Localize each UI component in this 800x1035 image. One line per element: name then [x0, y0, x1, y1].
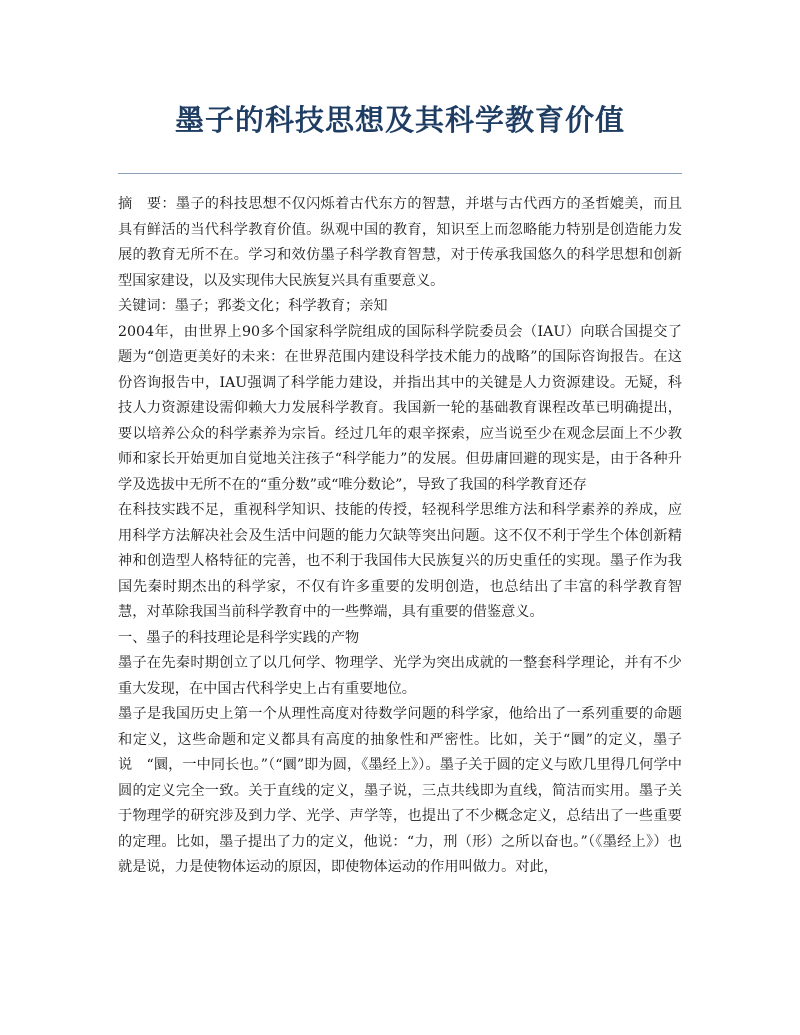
body-paragraph: 墨子在先秦时期创立了以几何学、物理学、光学为突出成就的一整套科学理论，并有不少重大发现，在中国古代科学史上占有重要地位。 [118, 655, 682, 697]
body-paragraph: 在科技实践不足，重视科学知识、技能的传授，轻视科学思维方法和科学素养的养成，应用科学方法解决社会及生活中问题的能力欠缺等突出问题。这不仅不利于学生个体创新精神和创造型人格特征的完善，也不利于我国伟大民族复兴的历史重任的实现。墨子作为我国先秦时期杰出的科学家，不仅有许多重要的发明创造，也总结出了丰富的科学教育智慧，对革除我国当前科学教育中的一些弊端，具有重要的借鉴意义。 [118, 502, 682, 620]
abstract-text: 墨子的科技思想不仅闪烁着古代东方的智慧，并堪与古代西方的圣哲媲美，而且具有鲜活的当代科学教育价值。纵观中国的教育，知识至上而忽略能力特别是创造能力发展的教育无所不在。学习和效仿墨子科学教育智慧，对于传承我国悠久的科学思想和创新型国家建设，以及实现伟大民族复兴具有重要意义。 [118, 196, 682, 289]
keywords-line: 关键词：墨子；郛娄文化；科学教育；亲知 [118, 298, 388, 314]
body-paragraph: 墨子是我国历史上第一个从理性高度对待数学问题的科学家，他给出了一系列重要的命题和定义，这些命题和定义都具有高度的抽象性和严密性。比如，关于“圜”的定义，墨子说 “圜，一中同长也。”（“圜”即为圆，《墨经上》）。墨子关于圆的定义与欧几里得几何学中圆的定义完全一致。关于直线的定义，墨子说，三点共线即为直线，简洁而实用。墨子关于物理学的研究涉及到力学、光学、声学等，也提出了不少概念定义，总结出了一些重要的定理。比如，墨子提出了力的定义，他说：“力，刑（形）之所以奋也。”（《墨经上》）也就是说，力是使物体运动的原因，即使物体运动的作用叫做力。对此， [118, 706, 682, 875]
title-divider [118, 173, 682, 174]
body-paragraph: 2004年，由世界上90多个国家科学院组成的国际科学院委员会（IAU）向联合国提交了题为“创造更美好的未来：在世界范围内建设科学技术能力的战略”的国际咨询报告。在这份咨询报告中，IAU强调了科学能力建设，并指出其中的关键是人力资源建设。无疑，科技人力资源建设需仰赖大力发展科学教育。我国新一轮的基础教育课程改革已明确提出，要以培养公众的科学素养为宗旨。经过几年的艰辛探索，应当说至少在观念层面上不少教师和家长开始更加自觉地关注孩子“科学能力”的发展。但毋庸回避的现实是，由于各种升学及选拔中无所不在的“重分数”或“唯分数论”，导致了我国的科学教育还存 [118, 323, 682, 493]
abstract-label: 摘 要： [118, 196, 176, 212]
document-body [118, 192, 682, 881]
section-heading: 一、墨子的科技理论是科学实践的产物 [118, 629, 360, 646]
document-title: 墨子的科技思想及其科学教育价值 [174, 103, 625, 137]
abstract-paragraph [118, 192, 682, 294]
